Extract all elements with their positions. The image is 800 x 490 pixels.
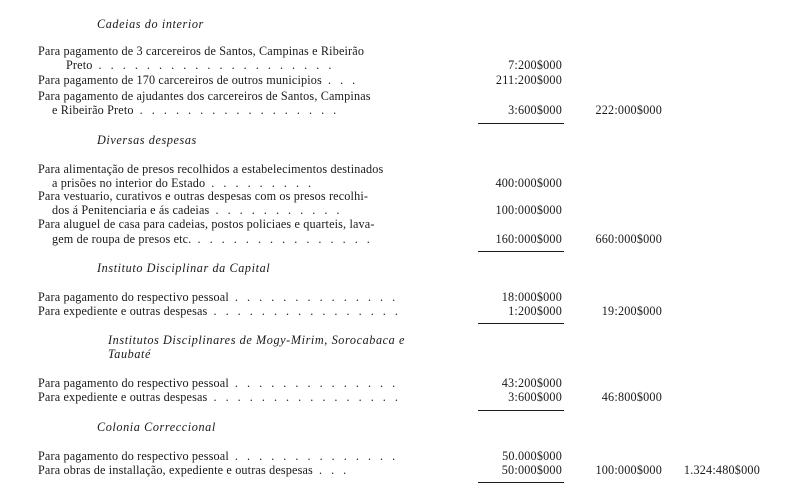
section-heading-cadeias: Cadeias do interior — [97, 17, 204, 31]
item-line: Para alimentação de presos recolhidos a estabelecimentos destinados — [38, 162, 384, 176]
item-amount: 3:600$000 — [508, 390, 562, 404]
section-total: 660:000$000 — [595, 232, 662, 246]
section-total: 222:000$000 — [595, 103, 662, 117]
subtotal-rule — [478, 251, 564, 252]
item-line: Para pagamento de ajudantes dos carcereiros de Santos, Campinas — [38, 89, 371, 103]
item-amount: 400:000$000 — [495, 176, 562, 190]
item-line: Para pagamento de 3 carcereiros de Santos, Campinas e Ribeirão — [38, 44, 365, 58]
item-amount: 1:200$000 — [508, 304, 562, 318]
item-line: dos á Penitenciaria e ás cadeias . . . . . . . . . . . — [52, 203, 343, 217]
subtotal-rule — [478, 410, 564, 411]
item-line: Para aluguel de casa para cadeias, postos policiaes e quarteis, lava- — [38, 217, 375, 231]
item-line: Para obras de installação, expediente e outras despesas . . . — [38, 463, 350, 477]
item-line: Para pagamento do respectivo pessoal . . . . . . . . . . . . . . — [38, 290, 399, 304]
subtotal-rule — [478, 123, 564, 124]
item-amount: 100:000$000 — [495, 203, 562, 217]
section-total: 46:800$000 — [601, 390, 662, 404]
item-line: a prisões no interior do Estado . . . . . . . . . — [52, 176, 315, 190]
item-amount: 160:000$000 — [495, 232, 562, 246]
item-amount: 43:200$000 — [501, 376, 562, 390]
section-total: 19:200$000 — [601, 304, 662, 318]
item-line: Para expediente e outras despesas . . . . . . . . . . . . . . . . — [38, 390, 401, 404]
item-line: Para vestuario, curativos e outras despesas com os presos recolhi- — [38, 189, 369, 203]
item-line: Para pagamento do respectivo pessoal . . . . . . . . . . . . . . — [38, 449, 399, 463]
subtotal-rule — [478, 482, 564, 483]
item-line: Para expediente e outras despesas . . . . . . . . . . . . . . . . — [38, 304, 401, 318]
item-line: gem de roupa de presos etc. . . . . . . . . . . . . . . . — [52, 232, 373, 246]
item-amount: 7:200$000 — [508, 58, 562, 72]
item-amount: 50:000$000 — [501, 463, 562, 477]
item-line: Para pagamento de 170 carcereiros de outros municipios . . . — [38, 73, 359, 87]
section-heading-institutos-interior: Institutos Disciplinares de Mogy-Mirim, Sorocabaca e — [108, 333, 406, 347]
section-heading-institutos-interior-cont: Taubaté — [108, 347, 152, 361]
section-heading-instituto-capital: Instituto Disciplinar da Capital — [97, 261, 271, 275]
subtotal-rule — [478, 323, 564, 324]
section-heading-diversas: Diversas despesas — [97, 133, 197, 147]
section-total: 100:000$000 — [595, 463, 662, 477]
grand-total: 1.324:480$000 — [683, 463, 760, 477]
item-amount: 3:600$000 — [508, 103, 562, 117]
section-heading-colonia: Colonia Correccional — [97, 420, 216, 434]
item-amount: 211:200$000 — [495, 73, 562, 87]
item-line: Preto . . . . . . . . . . . . . . . . . . . . — [66, 58, 335, 72]
item-line: Para pagamento do respectivo pessoal . . . . . . . . . . . . . . — [38, 376, 399, 390]
item-amount: 18:000$000 — [501, 290, 562, 304]
item-line: e Ribeirão Preto . . . . . . . . . . . . . . . . . — [52, 103, 340, 117]
item-amount: 50.000$000 — [502, 449, 562, 463]
